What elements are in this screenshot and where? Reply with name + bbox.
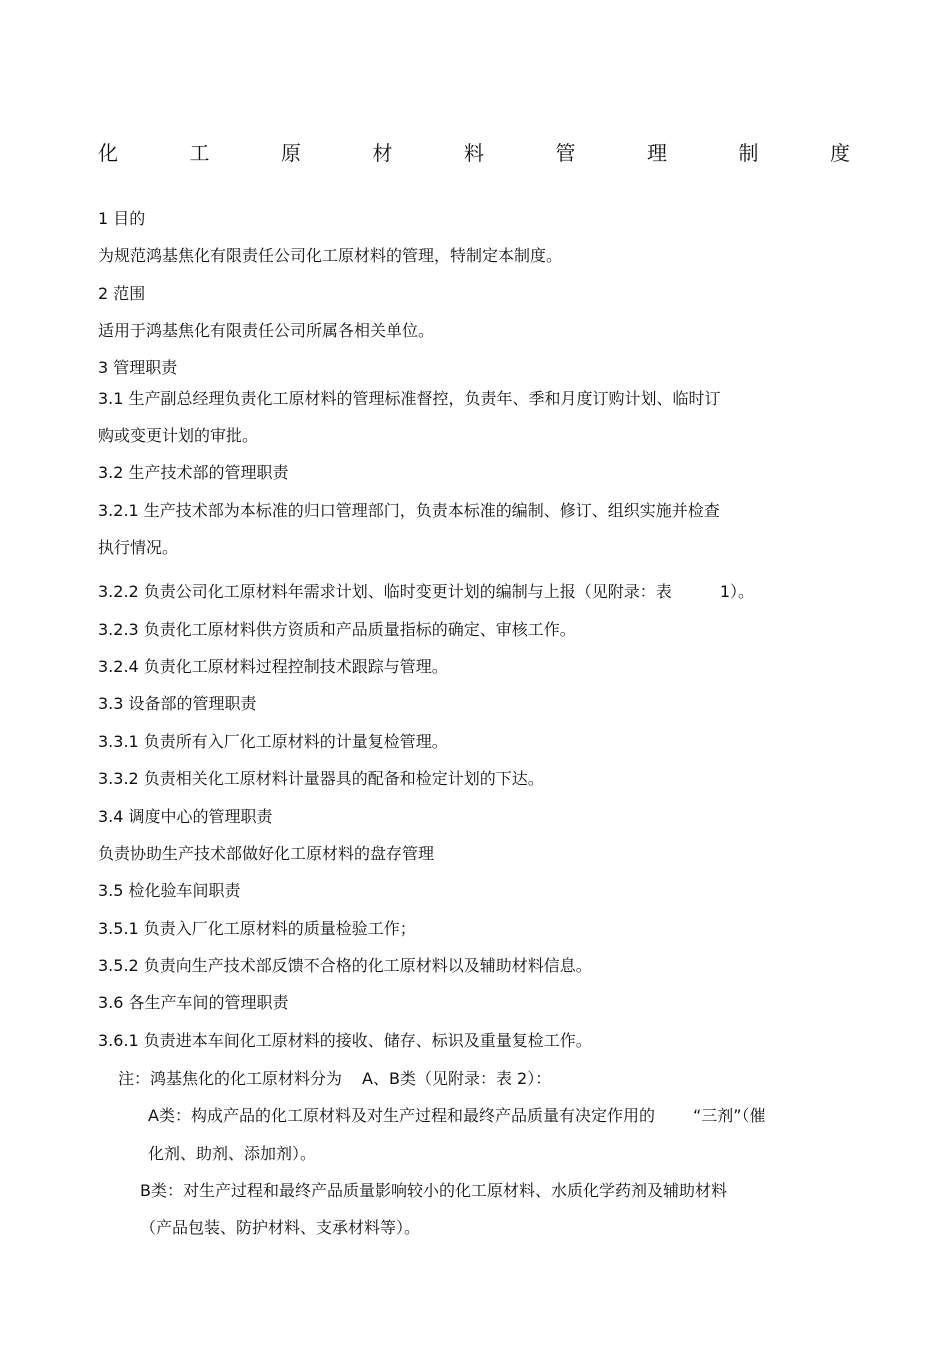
paragraph-scope: 适用于鸿基焦化有限责任公司所属各相关单位。 <box>98 321 435 340</box>
note-text: 注：鸿基焦化的化工原材料分为 <box>118 1069 343 1088</box>
note-tail: A、B类（见附录：表 2）： <box>362 1069 552 1088</box>
paragraph-3-5-2: 3.5.2 负责向生产技术部反馈不合格的化工原材料以及辅助材料信息。 <box>98 956 592 975</box>
title-char: 理 <box>647 141 667 165</box>
paragraph-3-1-cont: 购或变更计划的审批。 <box>98 426 259 445</box>
class-b-line: B类：对生产过程和最终产品质量影响较小的化工原材料、水质化学药剂及辅助材料 <box>140 1181 727 1200</box>
heading-3-3: 3.3 设备部的管理职责 <box>98 694 257 713</box>
paragraph-3-2-1-cont: 执行情况。 <box>98 538 179 557</box>
class-a-tail: “三剂”（催 <box>692 1106 766 1125</box>
paragraph-3-3-1: 3.3.1 负责所有入厂化工原材料的计量复检管理。 <box>98 732 448 751</box>
paragraph-3-1: 3.1 生产副总经理负责化工原材料的管理标准督控，负责年、季和月度订购计划、临时订 <box>98 389 721 408</box>
title-char: 度 <box>830 141 850 165</box>
class-a-cont: 化剂、助剂、添加剂）。 <box>148 1144 317 1163</box>
class-a-line <box>148 1105 766 1127</box>
heading-3-6: 3.6 各生产车间的管理职责 <box>98 993 289 1012</box>
document-title <box>98 138 850 168</box>
heading-scope: 2 范围 <box>98 284 146 303</box>
title-char: 工 <box>189 141 210 165</box>
note-line <box>118 1068 551 1090</box>
paragraph-3-4: 负责协助生产技术部做好化工原材料的盘存管理 <box>98 844 435 863</box>
paragraph-3-2-2-tail: 1）。 <box>719 582 754 601</box>
paragraph-purpose: 为规范鸿基焦化有限责任公司化工原材料的管理，特制定本制度。 <box>98 246 563 265</box>
title-char: 原 <box>281 141 301 165</box>
heading-3-4: 3.4 调度中心的管理职责 <box>98 807 273 826</box>
title-char: 管 <box>555 141 576 165</box>
paragraph-3-2-3: 3.2.3 负责化工原材料供方资质和产品质量指标的确定、审核工作。 <box>98 620 576 639</box>
heading-responsibilities: 3 管理职责 <box>98 358 178 377</box>
heading-3-2: 3.2 生产技术部的管理职责 <box>98 463 289 482</box>
paragraph-3-2-2 <box>98 581 754 603</box>
title-char: 制 <box>738 141 759 165</box>
paragraph-3-2-1: 3.2.1 生产技术部为本标准的归口管理部门，负责本标准的编制、修订、组织实施并检查 <box>98 501 720 520</box>
heading-purpose: 1 目的 <box>98 209 146 228</box>
heading-3-5: 3.5 检化验车间职责 <box>98 881 241 900</box>
paragraph-3-6-1: 3.6.1 负责进本车间化工原材料的接收、储存、标识及重量复检工作。 <box>98 1031 592 1050</box>
paragraph-3-2-4: 3.2.4 负责化工原材料过程控制技术跟踪与管理。 <box>98 657 448 676</box>
paragraph-3-3-2: 3.3.2 负责相关化工原材料计量器具的配备和检定计划的下达。 <box>98 769 544 788</box>
paragraph-3-2-2-text: 3.2.2 负责公司化工原材料年需求计划、临时变更计划的编制与上报（见附录：表 <box>98 582 672 601</box>
class-b-cont: （产品包装、防护材料、支承材料等）。 <box>140 1218 421 1237</box>
paragraph-3-5-1: 3.5.1 负责入厂化工原材料的质量检验工作； <box>98 919 416 938</box>
title-char: 料 <box>464 141 484 165</box>
title-char: 化 <box>98 141 118 165</box>
title-char: 材 <box>372 141 393 165</box>
class-a-text: A类：构成产品的化工原材料及对生产过程和最终产品质量有决定作用的 <box>148 1106 655 1125</box>
